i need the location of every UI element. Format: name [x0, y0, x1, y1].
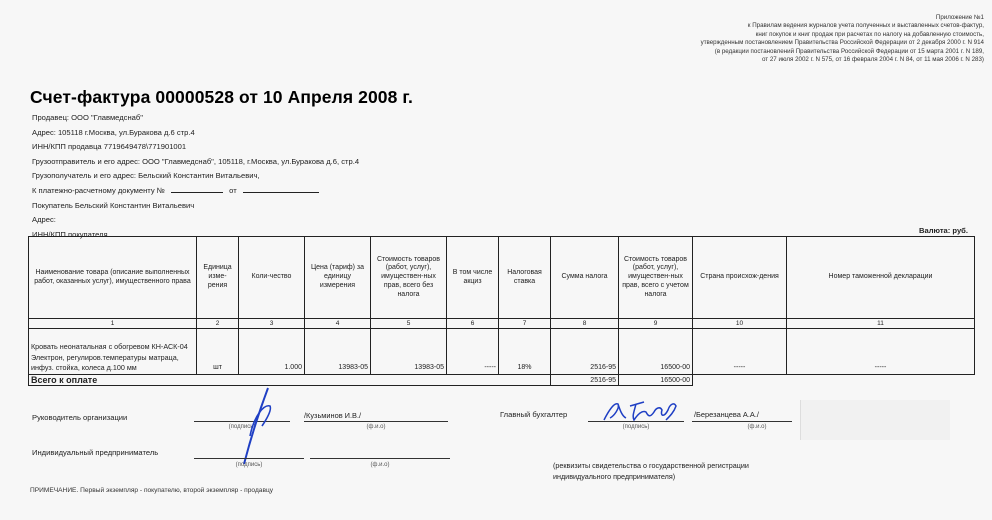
header-tax-sum: Сумма налога [551, 237, 619, 319]
col-num: 1 [29, 319, 197, 329]
col-num: 7 [499, 319, 551, 329]
payment-doc-label: К платежно-расчетному документу № [32, 185, 165, 195]
head-fio-line [304, 421, 448, 422]
invoice-table [28, 236, 975, 386]
invoice-info [32, 111, 359, 242]
col-num: 4 [305, 319, 371, 329]
buyer-address: Адрес: [32, 215, 56, 225]
entrepreneur-label: Индивидуальный предприниматель [32, 448, 159, 457]
entrepreneur-signature-caption: (подпись) [235, 462, 263, 468]
appendix-line: утвержденным постановлением Правительства Российской Федерации от 2 декабря 2000 г. N 914 [700, 39, 984, 47]
head-signature-caption: (подпись) [228, 424, 256, 430]
payment-doc [32, 184, 359, 199]
header-excise: В том числе акциз [447, 237, 499, 319]
item-price: 13983-05 [305, 329, 371, 375]
appendix-line: (в редакции постановлений Правительства Российской Федерации от 15 марта 2001 г. N 189, [714, 47, 984, 55]
buyer-inn: ИНН/КПП покупателя [32, 229, 108, 239]
head-label: Руководитель организации [32, 413, 128, 422]
item-customs: ----- [787, 329, 975, 375]
col-num: 10 [693, 319, 787, 329]
column-number-row [29, 319, 975, 329]
accountant-label: Главный бухгалтер [500, 410, 568, 419]
accountant-signature-caption: (подпись) [622, 424, 650, 430]
item-unit: шт [197, 329, 239, 375]
payment-doc-number-blank [171, 185, 223, 193]
col-num: 6 [447, 319, 499, 329]
header-country: Страна происхож-дения [693, 237, 787, 319]
entrepreneur-signature-line [194, 458, 304, 459]
total-tax-sum: 2516-95 [551, 375, 619, 386]
accountant-name: /Березанцева А.А./ [694, 410, 759, 419]
accountant-signature-icon [602, 398, 682, 424]
item-name: Кровать неонатальная с обогревом КН-АСК-04 Электрон, регулиров.температуры матраца, инфуз. стойка, колеса д.100 мм [29, 329, 197, 375]
consignee: Грузополучатель и его адрес: Бельский Константин Витальевич, [32, 171, 260, 181]
total-cost-with-tax: 16500-00 [619, 375, 693, 386]
item-country: ----- [693, 329, 787, 375]
item-cost-no-tax: 13983-05 [371, 329, 447, 375]
col-num: 3 [239, 319, 305, 329]
entrepreneur-fio-line [310, 458, 450, 459]
header-cost-no-tax: Стоимость товаров (работ, услуг), имуществен-ных прав, всего без налога [371, 237, 447, 319]
stamp-imprint [800, 400, 950, 440]
header-unit: Единица изме-рения [197, 237, 239, 319]
item-tax-sum: 2516-95 [551, 329, 619, 375]
seller-inn: ИНН/КПП продавца 7719649478\771901001 [32, 142, 187, 152]
table-header-row [29, 237, 975, 319]
col-num: 8 [551, 319, 619, 329]
seller: Продавец: ООО "Главмедснаб" [32, 113, 143, 122]
accountant-fio-line [692, 421, 792, 422]
appendix-header [464, 14, 984, 64]
note: ПРИМЕЧАНИЕ. Первый экземпляр - покупателю, второй экземпляр - продавцу [30, 487, 274, 494]
buyer: Покупатель Бельский Константин Витальевич [32, 200, 195, 210]
shipper: Грузоотправитель и его адрес: ООО "Главмедснаб", 105118, г.Москва, ул.Буракова д.6, стр.4 [32, 156, 360, 166]
entrepreneur-requisites: (реквизиты свидетельства о государственной регистрации индивидуального предпринимателя) [553, 461, 749, 481]
head-name: /Кузьминов И.В./ [304, 411, 362, 420]
head-fio-caption: (ф.и.о) [366, 424, 386, 430]
item-qty: 1.000 [239, 329, 305, 375]
header-qty: Коли-чество [239, 237, 305, 319]
header-name: Наименование товара (описание выполненных работ, оказанных услуг), имущественного права [29, 237, 197, 319]
header-customs: Номер таможенной декларации [787, 237, 975, 319]
head-signature-icon [236, 386, 286, 466]
col-num: 11 [787, 319, 975, 329]
appendix-line: от 27 июля 2002 г. N 575, от 16 февраля 2004 г. N 84, от 11 мая 2006 г. N 283) [761, 56, 984, 64]
entrepreneur-fio-caption: (ф.и.о) [370, 462, 390, 468]
currency-label: Валюта: руб. [919, 226, 968, 235]
header-tax-rate: Налоговая ставка [499, 237, 551, 319]
invoice-title: Счет-фактура 00000528 от 10 Апреля 2008 г. [30, 87, 414, 107]
accountant-fio-caption: (ф.и.о) [747, 424, 767, 430]
payment-doc-from-label: от [229, 185, 237, 195]
table-row [29, 329, 975, 375]
item-excise: ----- [447, 329, 499, 375]
header-cost-with-tax: Стоимость товаров (работ, услуг), имуществен-ных прав, всего с учетом налога [619, 237, 693, 319]
appendix-line: к Правилам ведения журналов учета полученных и выставленных счетов-фактур, [747, 22, 984, 30]
appendix-line: Приложение №1 [935, 14, 984, 21]
header-price: Цена (тариф) за единицу измерения [305, 237, 371, 319]
item-cost-with-tax: 16500-00 [619, 329, 693, 375]
col-num: 5 [371, 319, 447, 329]
total-label: Всего к оплате [29, 375, 551, 386]
col-num: 9 [619, 319, 693, 329]
payment-doc-date-blank [243, 185, 319, 193]
item-tax-rate: 18% [499, 329, 551, 375]
col-num: 2 [197, 319, 239, 329]
total-row [29, 375, 975, 386]
seller-address: Адрес: 105118 г.Москва, ул.Буракова д.6 стр.4 [32, 127, 195, 137]
appendix-line: книг покупок и книг продаж при расчетах по налогу на добавленную стоимость, [755, 30, 984, 38]
